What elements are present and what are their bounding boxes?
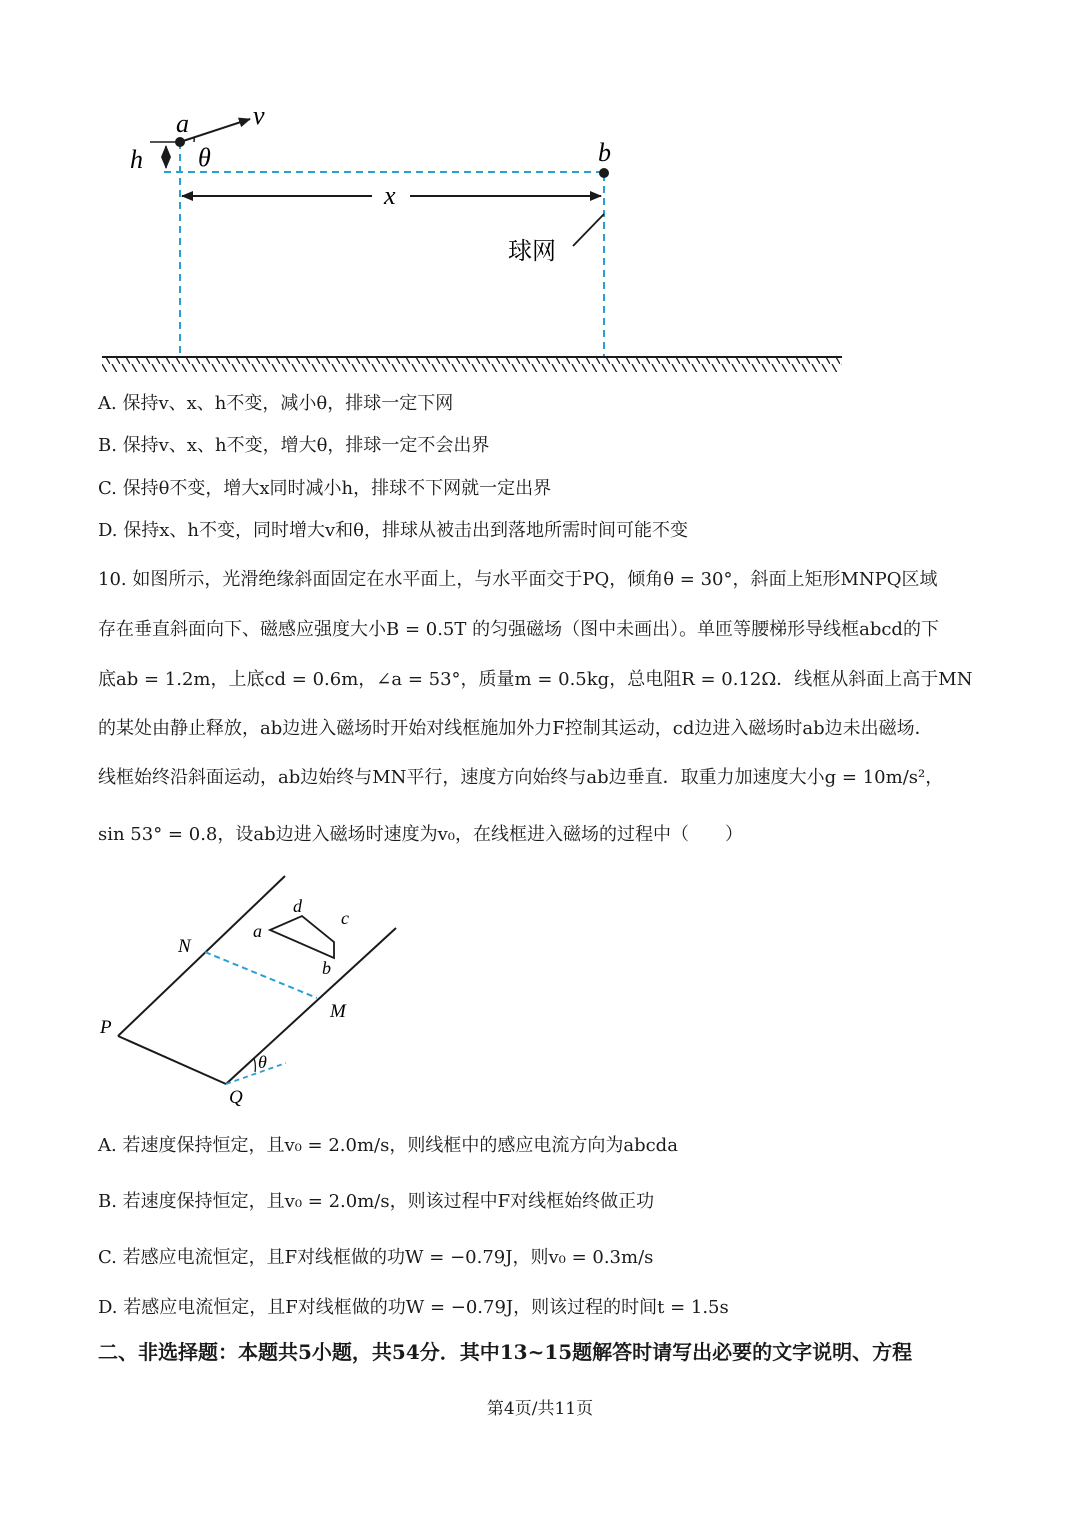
label-v: v — [253, 101, 265, 130]
label-P: P — [100, 1017, 112, 1038]
point-a — [175, 137, 185, 147]
page-footer: 第4页/共11页 — [486, 1399, 594, 1419]
label-net: 球网 — [508, 239, 556, 265]
q9-option-d: D. 保持x、h不变，同时增大v和θ，排球从被击出到落地所需时间可能不变 — [98, 520, 688, 541]
label-Q: Q — [229, 1087, 243, 1108]
label-x: x — [384, 181, 396, 210]
q10-stem-line2: 存在垂直斜面向下、磁感应强度大小B = 0.5T 的匀强磁场（图中未画出）。单匝等腰梯形导线框abcd的下 — [98, 619, 939, 640]
ground-hatching — [102, 358, 842, 372]
dashed-MN — [205, 952, 317, 998]
q10-stem-line4: 的某处由静止释放，ab边进入磁场时开始对线框施加外力F控制其运动，cd边进入磁场时ab边未出磁场． — [98, 718, 933, 739]
theta-arc-incline — [254, 1058, 255, 1072]
section-heading: 二、非选择题：本题共5小题，共54分．其中13~15题解答时请写出必要的文字说明、方程 — [98, 1340, 913, 1364]
label-N: N — [178, 936, 191, 957]
incline-edge-lower — [226, 928, 396, 1084]
q10-option-d: D. 若感应电流恒定，且F对线框做的功W = −0.79J，则该过程的时间t = 1.5s — [98, 1297, 729, 1318]
label-a: a — [176, 109, 189, 138]
q10-stem-line6: sin 53° = 0.8，设ab边进入磁场时速度为v₀，在线框进入磁场的过程中（ ） — [98, 824, 744, 845]
q10-option-b: B. 若速度保持恒定，且v₀ = 2.0m/s，则该过程中F对线框始终做正功 — [98, 1191, 655, 1212]
label-a-frame: a — [253, 921, 262, 941]
trapezoid-abcd — [270, 916, 334, 958]
label-c-frame: c — [341, 908, 349, 928]
label-h: h — [130, 145, 143, 174]
label-theta-incline: θ — [258, 1052, 267, 1072]
label-d-frame: d — [293, 896, 302, 916]
q9-option-a: A. 保持v、x、h不变，减小θ，排球一定下网 — [98, 393, 454, 414]
q9-option-b: B. 保持v、x、h不变，增大θ，排球一定不会出界 — [98, 435, 490, 456]
edge-PQ — [118, 1036, 226, 1084]
label-M: M — [330, 1001, 346, 1022]
q10-option-a: A. 若速度保持恒定，且v₀ = 2.0m/s，则线框中的感应电流方向为abcda — [98, 1135, 678, 1156]
q10-stem-line5: 线框始终沿斜面运动，ab边始终与MN平行，速度方向始终与ab边垂直．取重力加速度大小g = 10m/s²， — [98, 767, 944, 788]
label-b-frame: b — [322, 958, 331, 978]
incline-edge-upper — [118, 876, 285, 1036]
velocity-arrow — [180, 119, 250, 142]
q10-stem-line3: 底ab = 1.2m，上底cd = 0.6m，∠a = 53°，质量m = 0.5kg，总电阻R = 0.12Ω．线框从斜面上高于MN — [98, 669, 973, 690]
net-leader-line — [573, 214, 604, 246]
label-theta: θ — [198, 143, 211, 172]
q10-stem-line1: 10. 如图所示，光滑绝缘斜面固定在水平面上，与水平面交于PQ，倾角θ = 30°，斜面上矩形MNPQ区域 — [98, 569, 938, 590]
label-b: b — [598, 138, 611, 167]
incline-figure — [0, 860, 460, 1120]
q9-option-c: C. 保持θ不变，增大x同时减小h，排球不下网就一定出界 — [98, 478, 552, 499]
volleyball-figure — [0, 0, 1080, 380]
point-b — [599, 168, 609, 178]
q10-option-c: C. 若感应电流恒定，且F对线框做的功W = −0.79J，则v₀ = 0.3m/s — [98, 1247, 654, 1268]
